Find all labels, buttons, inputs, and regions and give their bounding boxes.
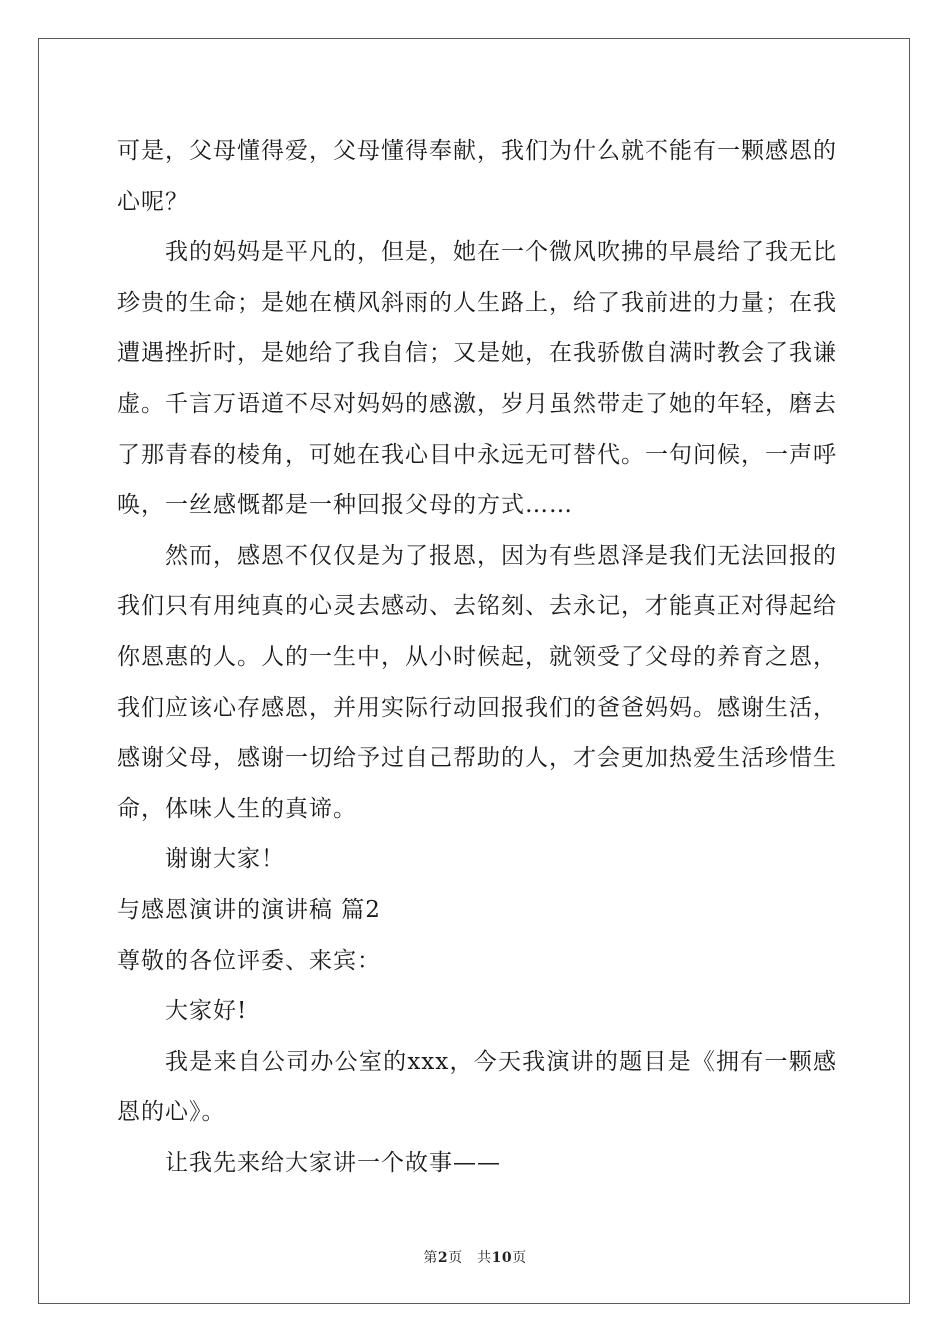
salutation: 尊敬的各位评委、来宾： — [117, 947, 381, 974]
footer-suffix: 页 — [512, 1250, 527, 1266]
current-page: 2 — [437, 1250, 449, 1266]
paragraph: 我的妈妈是平凡的，但是，她在一个微风吹拂的早晨给了我无比珍贵的生命；是她在横风斜雨的人生路上，给了我前进的力量；在我遭遇挫折时，是她给了我自信；又是她，在我骄傲自满时教会了我谦虚。千言万语道不尽对妈妈的感激，岁月虽然带走了她的年轻，磨去了那青春的棱角，可她在我心目中永远无可替代。一句问候，一声呼唤，一丝感慨都是一种回报父母的方式…… — [117, 239, 837, 519]
footer-middle: 页 共 — [448, 1250, 492, 1266]
closing-line: 谢谢大家！ — [165, 846, 285, 873]
footer-prefix: 第 — [423, 1250, 438, 1266]
total-pages: 10 — [491, 1250, 513, 1266]
paragraph: 可是，父母懂得爱，父母懂得奉献，我们为什么就不能有一颗感恩的心呢？ — [117, 138, 837, 215]
page-number-footer — [0, 1247, 950, 1267]
greeting: 大家好! — [165, 998, 248, 1025]
paragraph: 我是来自公司办公室的xxx，今天我演讲的题目是《拥有一颗感恩的心》。 — [117, 1048, 837, 1126]
paragraph: 让我先来给大家讲一个故事—— — [165, 1149, 501, 1176]
section-heading: 与感恩演讲的演讲稿 篇2 — [117, 896, 381, 923]
document-body — [117, 126, 837, 1188]
paragraph: 然而，感恩不仅仅是为了报恩，因为有些恩泽是我们无法回报的我们只有用纯真的心灵去感动、去铭刻、去永记，才能真正对得起给你恩惠的人。人的一生中，从小时候起，就领受了父母的养育之恩，我们应该心存感恩，并用实际行动回报我们的爸爸妈妈。感谢生活，感谢父母，感谢一切给予过自己帮助的人，才会更加热爱生活珍惜生命，体味人生的真谛。 — [117, 542, 837, 822]
